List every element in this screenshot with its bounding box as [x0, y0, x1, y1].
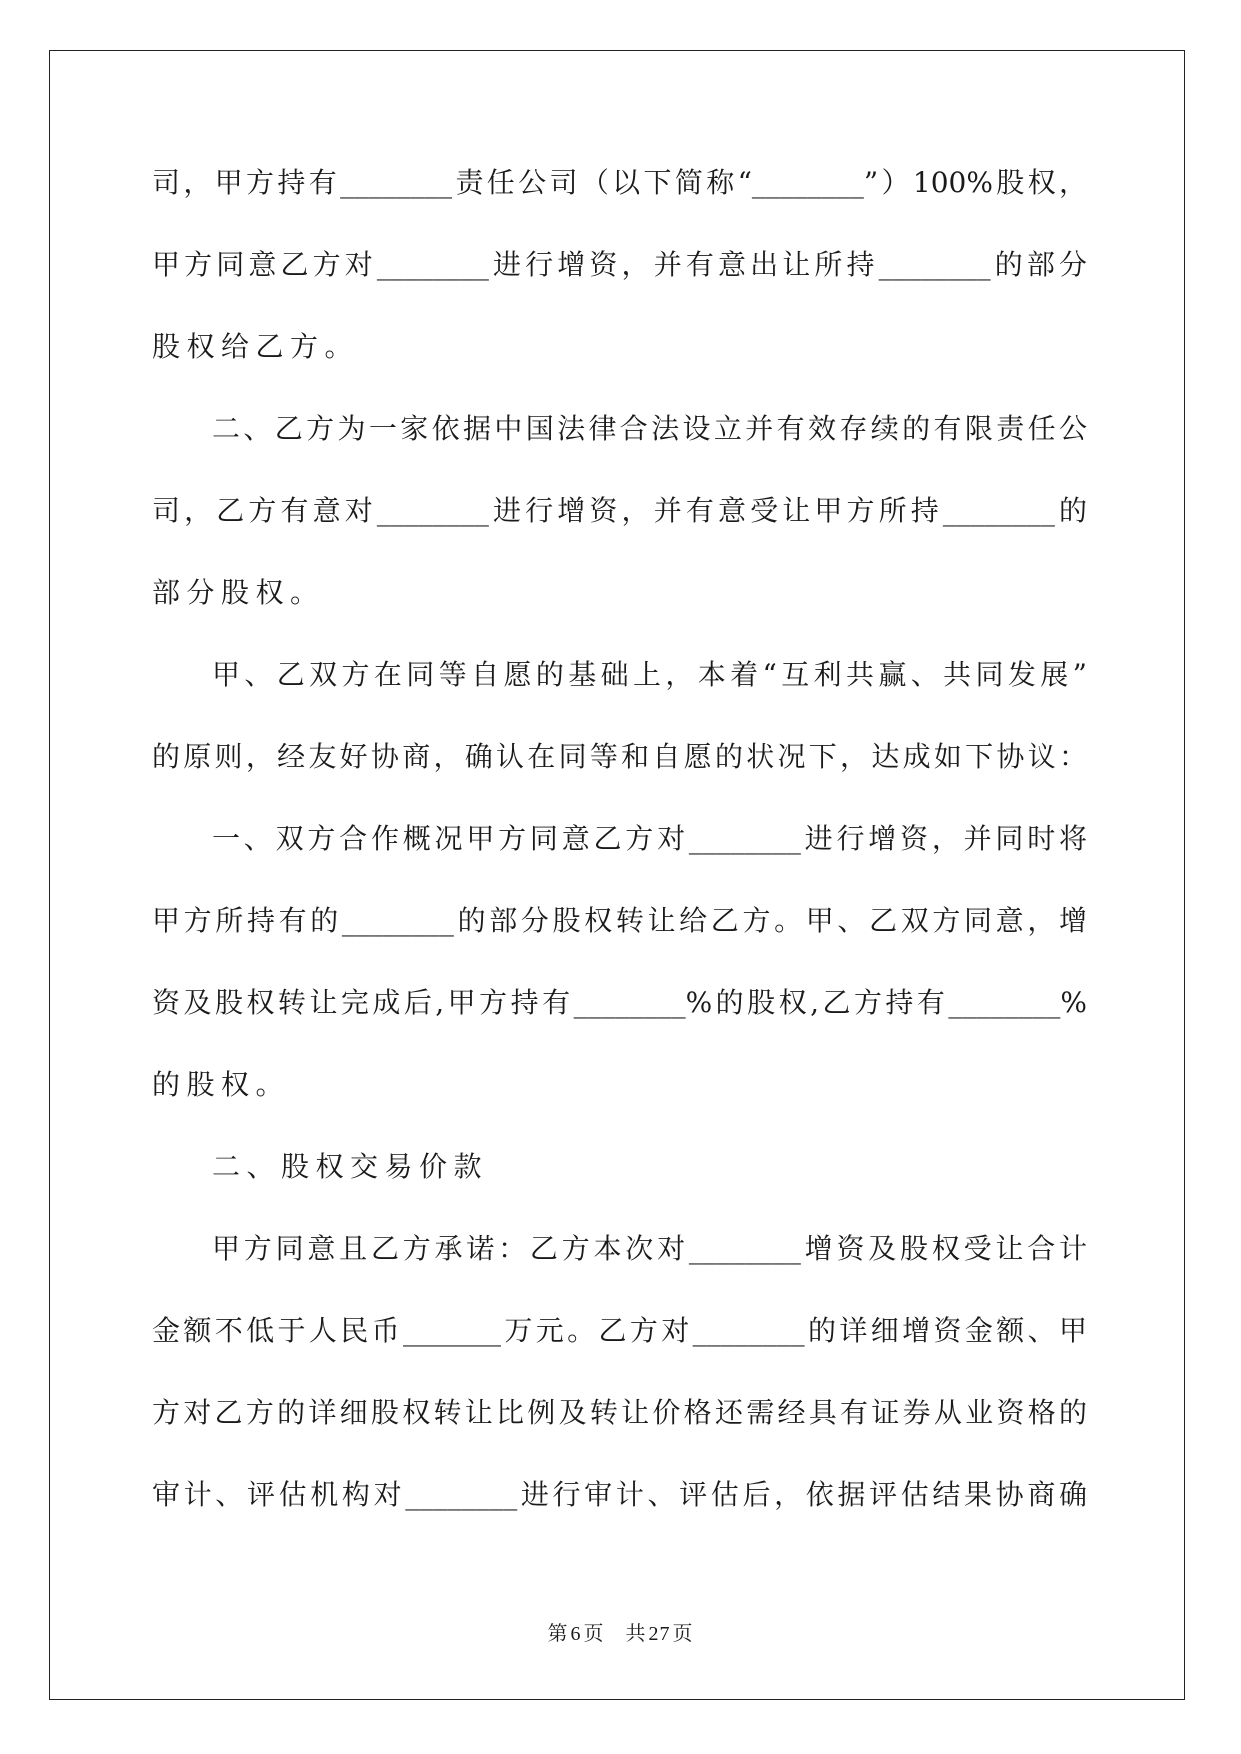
paragraph-line: 一、双方合作概况甲方同意乙方对________进行增资，并同时将: [212, 822, 1087, 855]
paragraph-line: 甲方同意且乙方承诺：乙方本次对________增资及股权受让合计: [212, 1232, 1087, 1265]
paragraph-line: 甲方所持有的________的部分股权转让给乙方。甲、乙双方同意，增: [152, 904, 1087, 937]
paragraph-line: 方对乙方的详细股权转让比例及转让价格还需经具有证券从业资格的: [152, 1396, 1087, 1429]
paragraph-line: 资及股权转让完成后,甲方持有________%的股权,乙方持有________%: [152, 986, 1087, 1019]
paragraph-line: 的原则，经友好协商，确认在同等和自愿的状况下，达成如下协议：: [152, 740, 1087, 773]
paragraph-line: 股权给乙方。: [152, 330, 360, 363]
paragraph-line: 甲、乙双方在同等自愿的基础上，本着“互利共赢、共同发展”: [212, 658, 1087, 691]
paragraph-line: 司，乙方有意对________进行增资，并有意受让甲方所持________的: [152, 494, 1087, 527]
paragraph-line: 审计、评估机构对________进行审计、评估后，依据评估结果协商确: [152, 1478, 1087, 1511]
document-body: [152, 160, 1087, 1554]
paragraph-line: 金额不低于人民币_______万元。乙方对________的详细增资金额、甲: [152, 1314, 1087, 1347]
paragraph-line: 的股权。: [152, 1068, 291, 1101]
paragraph-line: 司，甲方持有________责任公司（以下简称“________”）100%股权，: [152, 166, 1087, 199]
page-label-prefix: 第: [547, 1621, 569, 1645]
section-heading: 二、股权交易价款: [212, 1150, 489, 1183]
total-pages: 27: [648, 1623, 671, 1645]
page-number: 6: [570, 1623, 582, 1645]
paragraph-line: 部分股权。: [152, 576, 325, 609]
total-label-suffix: 页: [672, 1621, 694, 1645]
paragraph-line: 二、乙方为一家依据中国法律合法设立并有效存续的有限责任公: [212, 412, 1087, 445]
paragraph-line: 甲方同意乙方对________进行增资，并有意出让所持________的部分: [152, 248, 1087, 281]
page-footer: [0, 1617, 1241, 1646]
total-label-prefix: 共: [625, 1621, 647, 1645]
page-label-suffix: 页: [583, 1621, 605, 1645]
